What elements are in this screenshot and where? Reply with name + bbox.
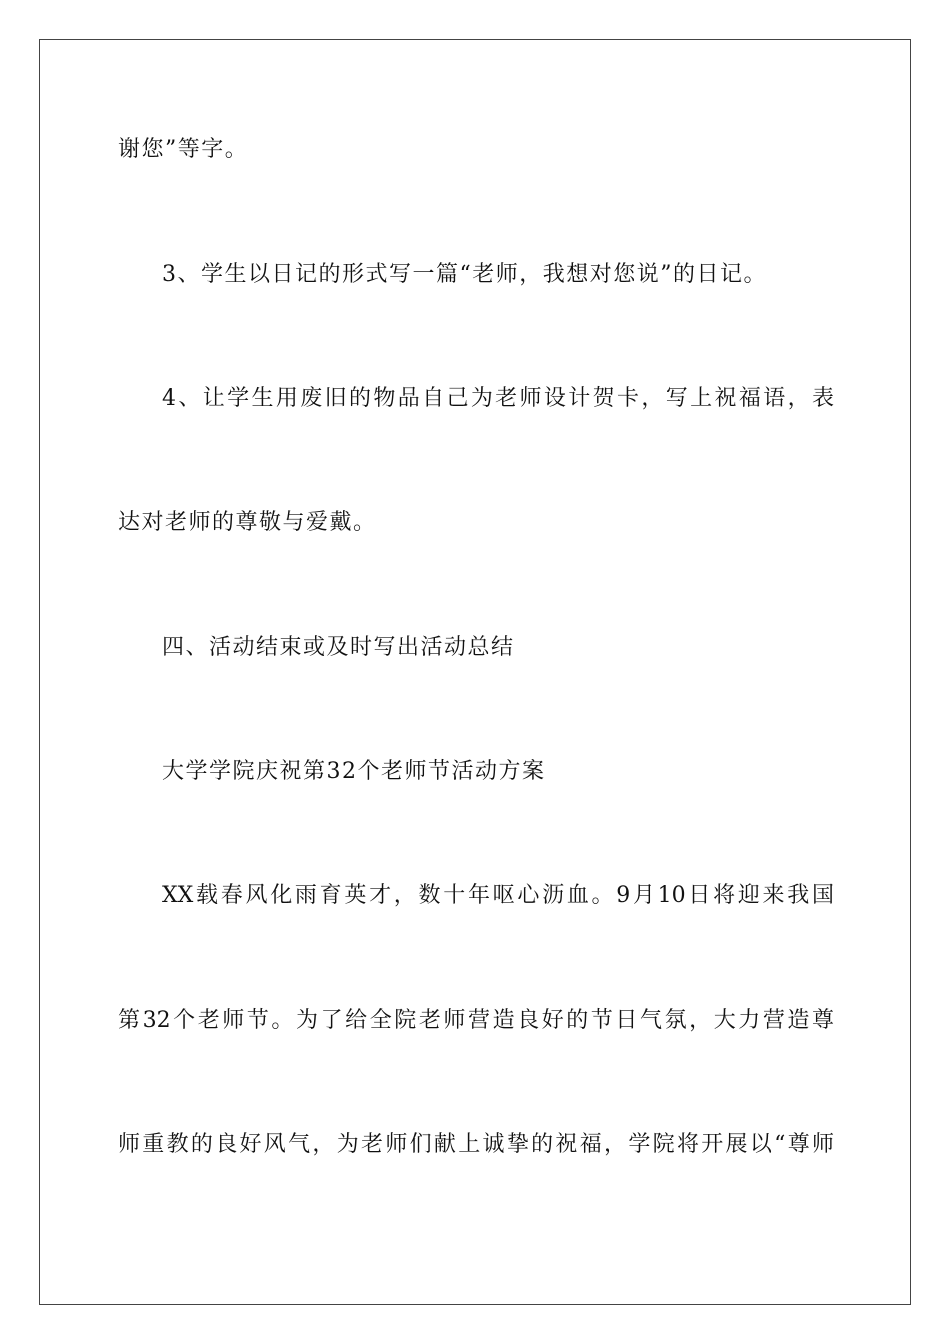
text-line-8: 第32个老师节。为了给全院老师营造良好的节日气氛，大力营造尊 bbox=[118, 1008, 834, 1033]
text-line-4: 达对老师的尊敬与爱戴。 bbox=[118, 510, 377, 535]
text-line-3: 4、让学生用废旧的物品自己为老师设计贺卡，写上祝福语，表 bbox=[162, 386, 834, 411]
text-line-7: XX载春风化雨育英才，数十年呕心沥血。9月10日将迎来我国 bbox=[162, 883, 834, 908]
text-line-1: 谢您”等字。 bbox=[118, 137, 249, 162]
section-heading: 四、活动结束或及时写出活动总结 bbox=[162, 635, 515, 660]
page-border bbox=[39, 39, 911, 1305]
text-line-2: 3、学生以日记的形式写一篇“老师，我想对您说”的日记。 bbox=[162, 262, 767, 287]
document-title: 大学学院庆祝第32个老师节活动方案 bbox=[162, 759, 546, 784]
text-line-9: 师重教的良好风气，为老师们献上诚挚的祝福，学院将开展以“尊师 bbox=[118, 1132, 834, 1157]
